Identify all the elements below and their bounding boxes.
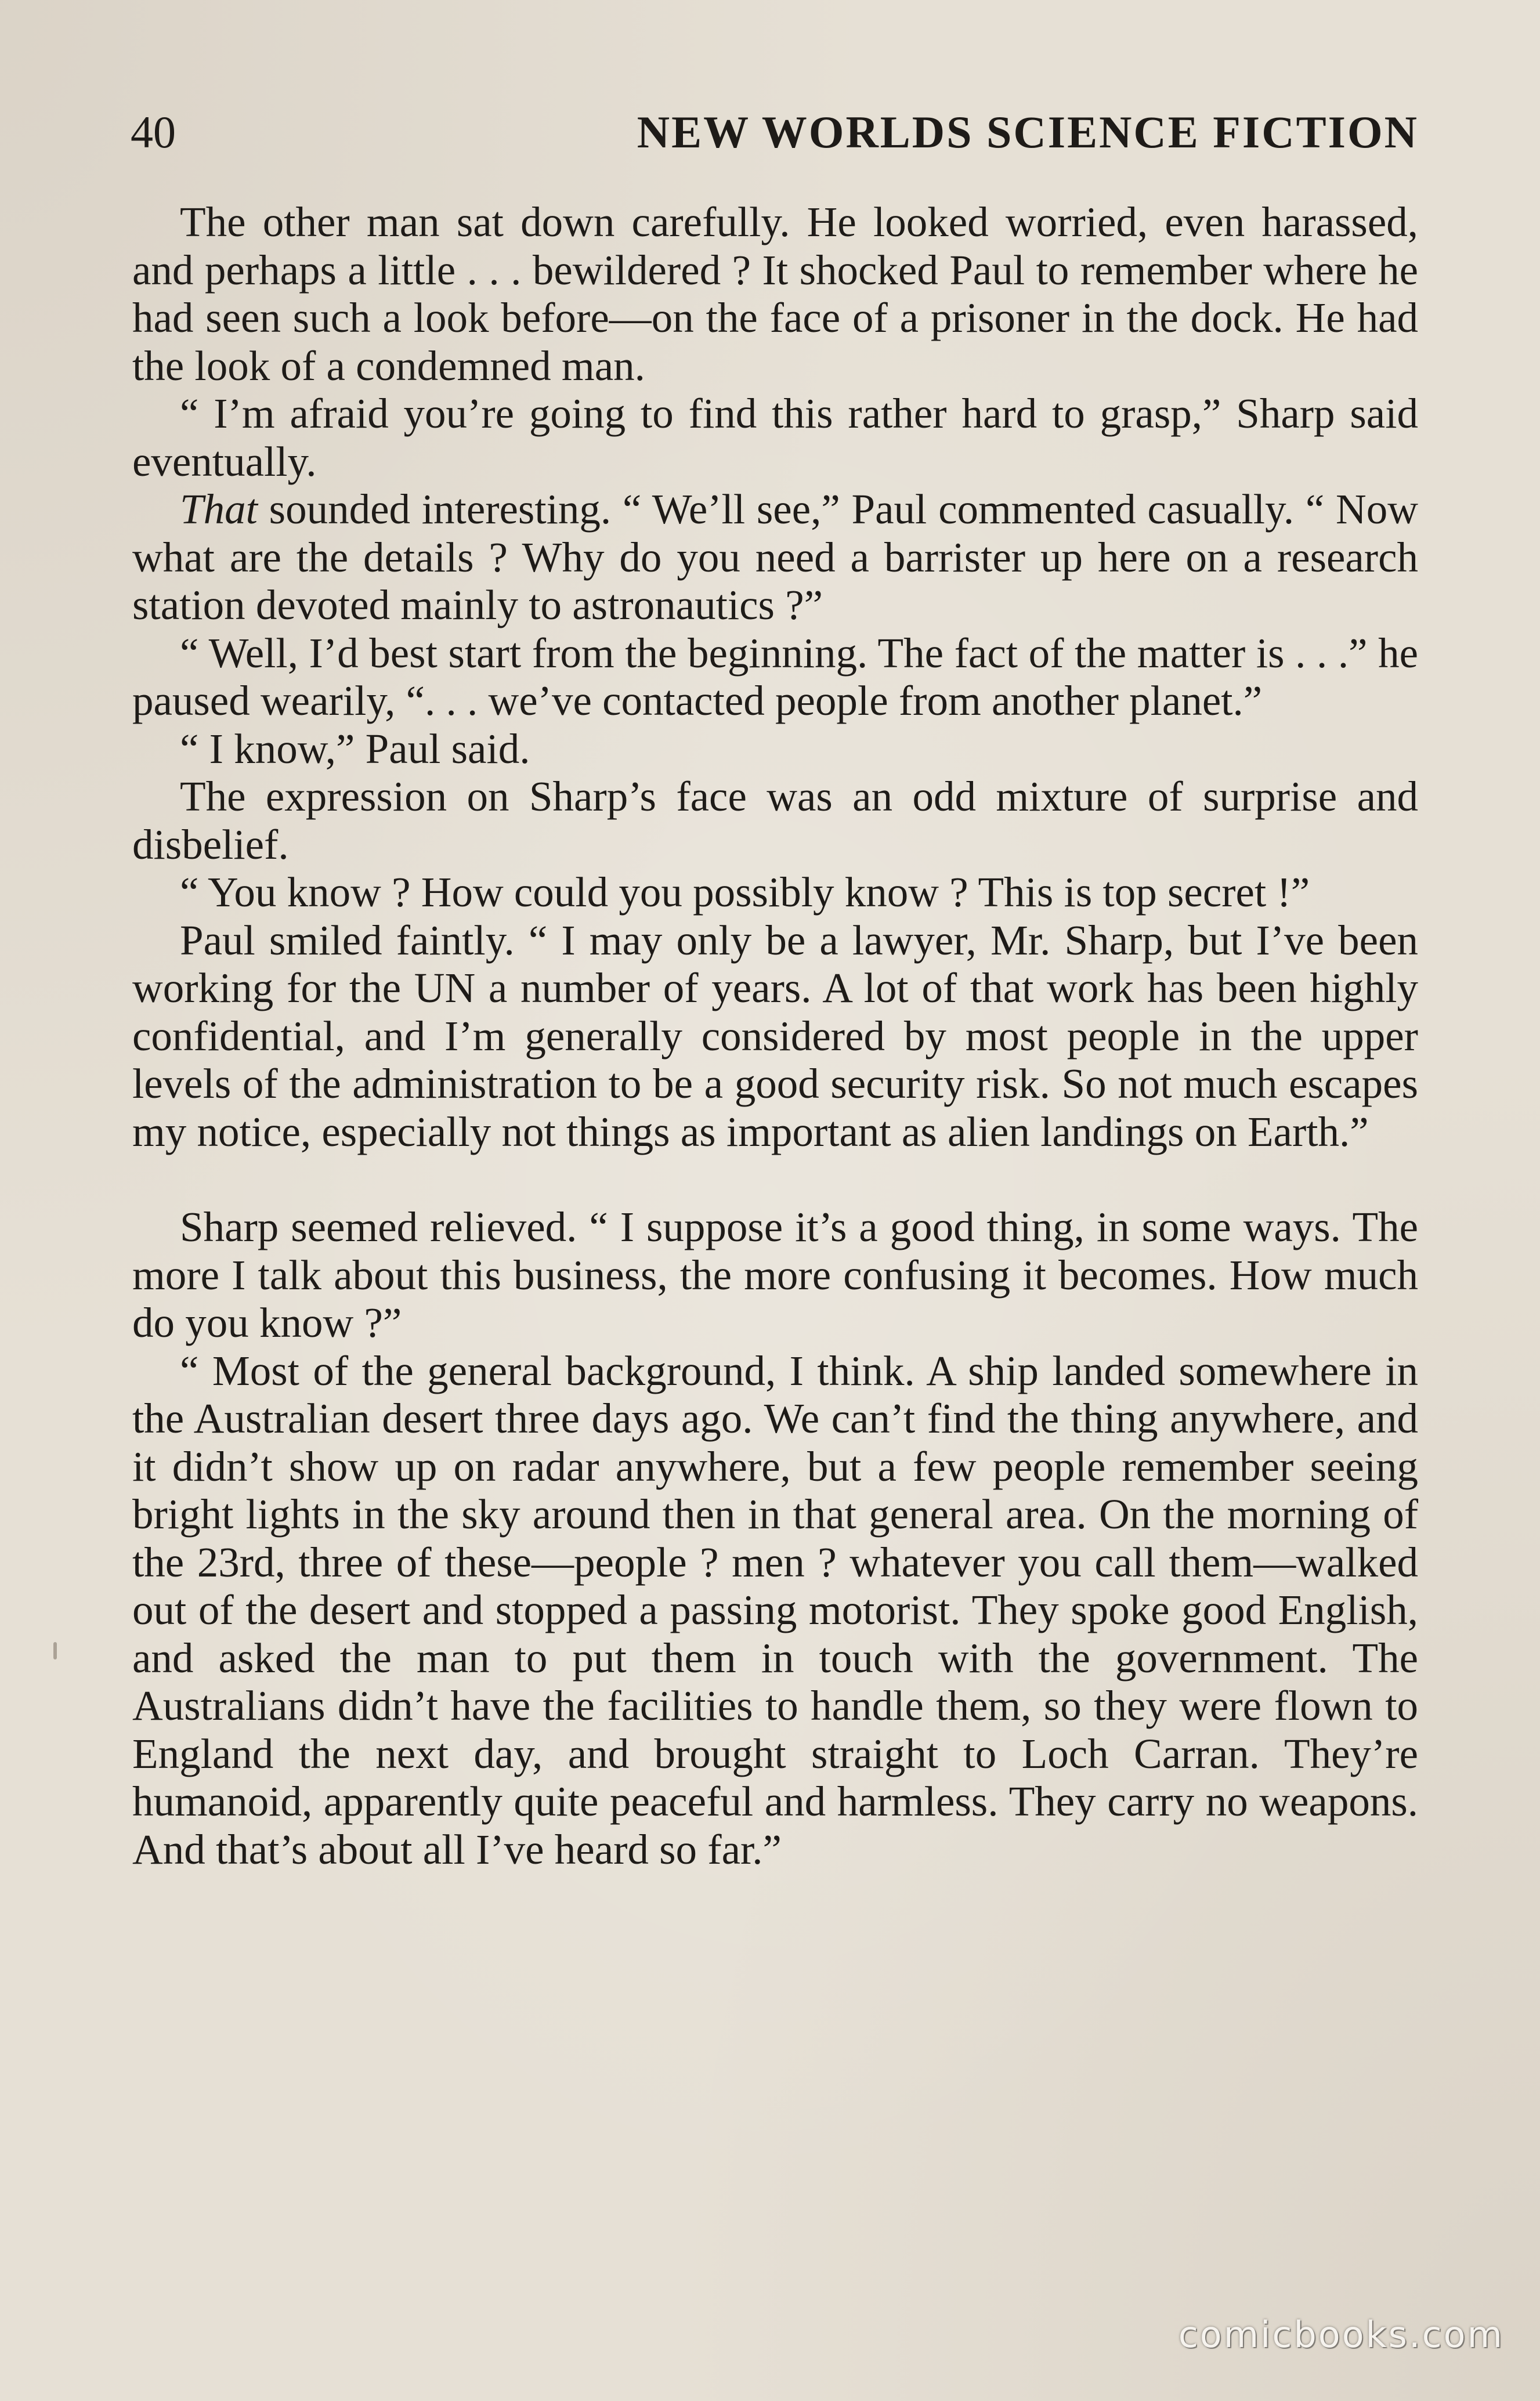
running-head	[131, 97, 1419, 167]
paragraph-2: “ I’m afraid you’re going to find this rather hard to grasp,” Sharp said eventually.	[132, 390, 1418, 485]
paragraph-4: “ Well, I’d best start from the beginning. The fact of the matter is . . .” he paused wearily, “. . . we’ve contacted people from another planet.”	[132, 629, 1418, 724]
paragraph-9: Sharp seemed relieved. “ I suppose it’s a good thing, in some ways. The more I talk about this business, the more confusing it becomes. How much do you know ?”	[132, 1203, 1418, 1346]
paper-fleck	[53, 1642, 57, 1659]
paragraph-3: That sounded interesting. “ We’ll see,” Paul commented casually. “ Now what are the details ? Why do you need a barrister up here on a research station devoted mainly to astronautics ?”	[132, 486, 1418, 628]
paragraph-10: “ Most of the general background, I think. A ship landed somewhere in the Australian desert three days ago. We can’t find the thing anywhere, and it didn’t show up on radar anywhere, but a few people remember seeing bright lights in the sky around then in that general area. On the morning of the 23rd, three of these—people ? men ? whatever you call them—walked out of the desert and stopped a passing motorist. They spoke good English, and asked the man to put them in touch with the government. The Australians didn’t have the facilities to handle them, so they were flown to England the next day, and brought straight to Loch Carran. They’re humanoid, apparently quite peaceful and harmless. They carry no weapons. And that’s about all I’ve heard so far.”	[132, 1347, 1418, 1873]
watermark-logo: comicbooks.com	[1178, 2313, 1504, 2356]
story-text	[132, 198, 1418, 1874]
page-number: 40	[131, 107, 176, 157]
paragraph-5: “ I know,” Paul said.	[180, 725, 530, 772]
paragraph-1: The other man sat down carefully. He looked worried, even harassed, and perhaps a little . . . bewildered ? It shocked Paul to remember where he had seen such a look before—on the face of a prisoner in the dock. He had the look of a condemned man.	[132, 198, 1418, 389]
paragraph-8: Paul smiled faintly. “ I may only be a lawyer, Mr. Sharp, but I’ve been working for the UN a number of years. A lot of that work has been highly confidential, and I’m generally considered by most people in the upper levels of the administration to be a good security risk. So not much escapes my notice, especially not things as important as alien landings on Earth.”	[132, 916, 1418, 1155]
paragraph-7: “ You know ? How could you possibly know ? This is top secret !”	[180, 869, 1310, 916]
paragraph-6: The expression on Sharp’s face was an odd mixture of surprise and disbelief.	[132, 773, 1418, 868]
journal-title: NEW WORLDS SCIENCE FICTION	[637, 107, 1419, 157]
